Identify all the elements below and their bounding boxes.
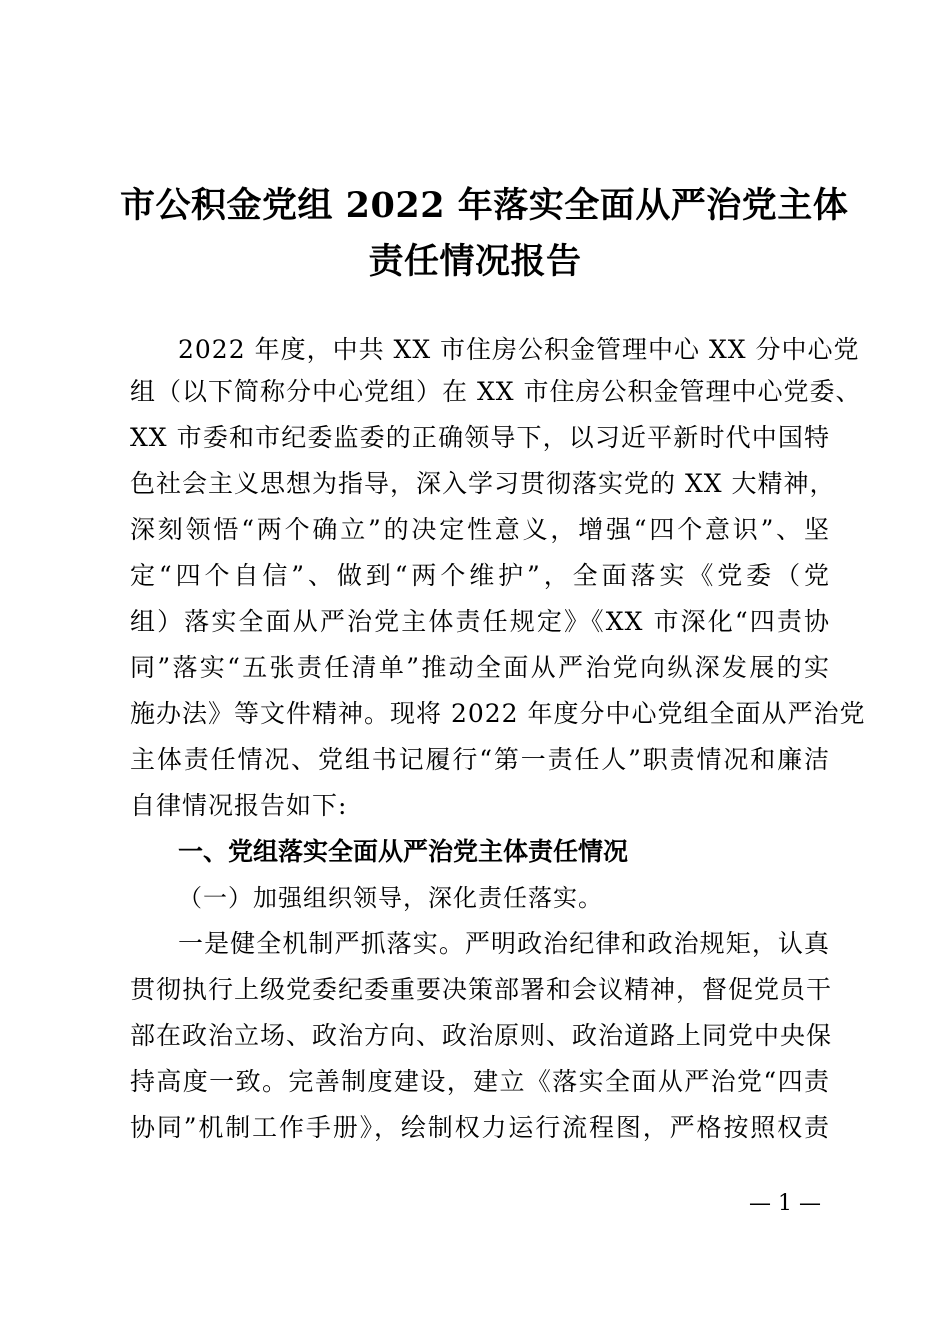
paragraph-1-line-1: 2022 年度，中共 XX 市住房公积金管理中心 XX 分中心党 [178, 335, 860, 364]
paragraph-1-line-7: 组）落实全面从严治党主体责任规定》《XX 市深化“四责协 [130, 607, 830, 636]
paragraph-2-line-5: 协同”机制工作手册》，绘制权力运行流程图，严格按照权责 [130, 1113, 830, 1142]
document-title [120, 178, 849, 290]
title-line-1: 市公积金党组 2022 年落实全面从严治党主体 [120, 185, 849, 226]
paragraph-1-line-5: 深刻领悟“两个确立”的决定性意义，增强“四个意识”、坚 [130, 515, 830, 544]
paragraph-2-line-4: 持高度一致。完善制度建设，建立《落实全面从严治党“四责 [130, 1067, 830, 1096]
paragraph-1-line-4: 色社会主义思想为指导，深入学习贯彻落实党的 XX 大精神， [130, 469, 836, 498]
paragraph-1-line-10: 主体责任情况、党组书记履行“第一责任人”职责情况和廉洁 [130, 745, 830, 774]
title-line-2: 责任情况报告 [368, 241, 582, 282]
paragraph-2-line-2: 贯彻执行上级党委纪委重要决策部署和会议精神，督促党员干 [130, 975, 833, 1004]
paragraph-1-line-8: 同”落实“五张责任清单”推动全面从严治党向纵深发展的实 [130, 653, 830, 682]
section-heading: 一、党组落实全面从严治党主体责任情况 [178, 837, 629, 866]
paragraph-1-line-2: 组（以下简称分中心党组）在 XX 市住房公积金管理中心党委、 [130, 377, 862, 406]
paragraph-1-line-11: 自律情况报告如下: [130, 791, 348, 820]
page-number: — 1 — [749, 1191, 821, 1216]
paragraph-1-line-9: 施办法》等文件精神。现将 2022 年度分中心党组全面从严治党 [130, 699, 866, 728]
paragraph-1-line-3: XX 市委和市纪委监委的正确领导下，以习近平新时代中国特 [130, 423, 830, 452]
subsection-heading: （一）加强组织领导，深化责任落实。 [178, 884, 603, 912]
paragraph-1-line-6: 定“四个自信”、做到“两个维护”，全面落实《党委（党 [130, 561, 830, 590]
paragraph-2-line-3: 部在政治立场、政治方向、政治原则、政治道路上同党中央保 [130, 1021, 833, 1050]
paragraph-2-line-1: 一是健全机制严抓落实。严明政治纪律和政治规矩，认真 [178, 929, 830, 958]
